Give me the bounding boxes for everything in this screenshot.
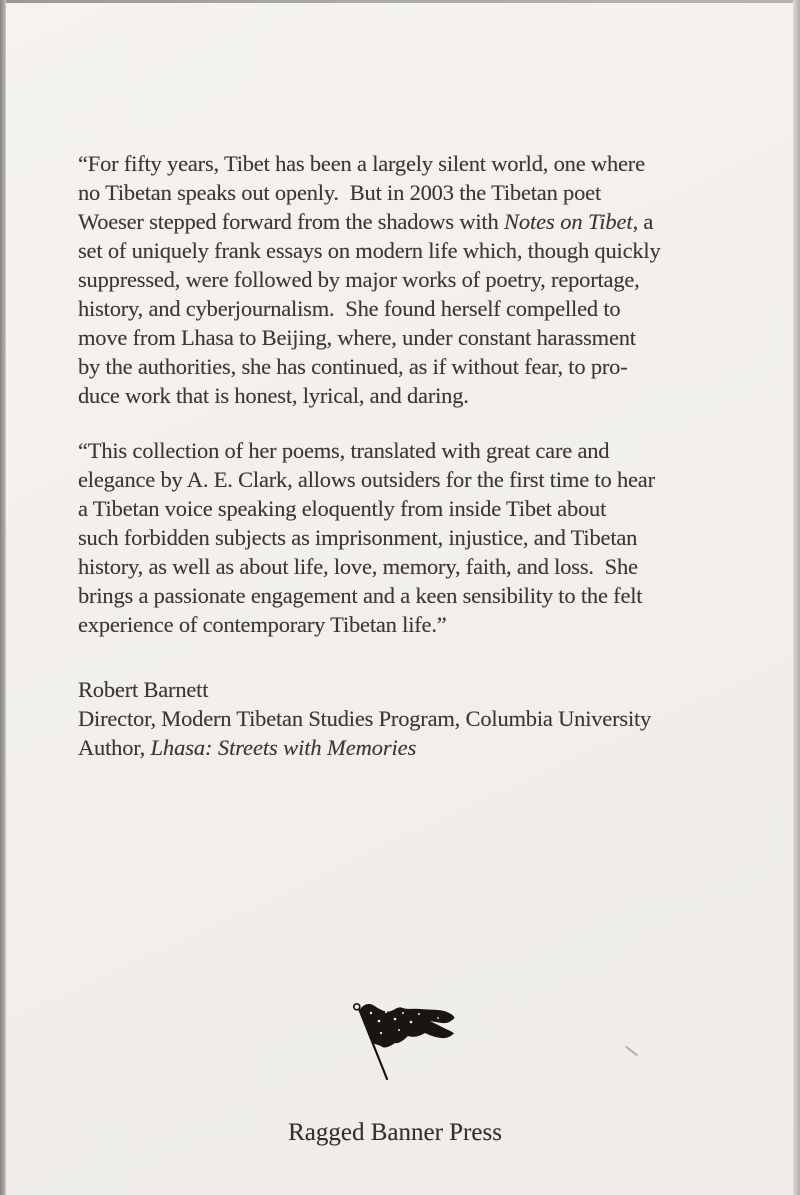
blurb-line: brings a passionate engagement and a keen sensibility to the felt (78, 583, 643, 608)
scan-edge-top (0, 0, 800, 3)
blurb-line: duce work that is honest, lyrical, and daring. (78, 383, 469, 408)
endorser-attribution (78, 675, 758, 762)
endorsement-quote-1 (78, 149, 758, 410)
blurb-line: experience of contemporary Tibetan life.” (78, 612, 447, 637)
blurb-line: suppressed, were followed by major works of poetry, reportage, (78, 267, 640, 292)
blurb-line: Woeser stepped forward from the shadows with Notes on Tibet, a (78, 209, 654, 234)
blurb-line: move from Lhasa to Beijing, where, under constant harassment (78, 325, 636, 350)
scan-edge-right (793, 0, 800, 1195)
blurb-line: “For fifty years, Tibet has been a largely silent world, one where (78, 151, 645, 176)
scan-edge-left (0, 0, 6, 1195)
scan-scratch-mark (625, 1046, 638, 1057)
ragged-banner-flag-icon (350, 1000, 460, 1086)
blurb-line: history, and cyberjournalism. She found herself compelled to (78, 296, 621, 321)
endorser-name: Robert Barnett (78, 677, 209, 702)
blurb-line: set of uniquely frank essays on modern life which, though quickly (78, 238, 661, 263)
endorsement-quote-2 (78, 436, 758, 639)
blurb-line: a Tibetan voice speaking eloquently from inside Tibet about (78, 496, 607, 521)
blurb-line: by the authorities, she has continued, as if without fear, to pro- (78, 354, 628, 379)
blurb-line: history, as well as about life, love, memory, faith, and loss. She (78, 554, 638, 579)
blurb-line: “This collection of her poems, translated with great care and (78, 438, 610, 463)
blurb-line: no Tibetan speaks out openly. But in 2003 the Tibetan poet (78, 180, 601, 205)
endorser-authorship: Author, Lhasa: Streets with Memories (78, 735, 417, 760)
blurb-line: elegance by A. E. Clark, allows outsiders for the first time to hear (78, 467, 655, 492)
publisher-logo (350, 1000, 460, 1086)
endorser-title: Director, Modern Tibetan Studies Program, Columbia University (78, 706, 652, 731)
blurb-line: such forbidden subjects as imprisonment, injustice, and Tibetan (78, 525, 638, 550)
publisher-name: Ragged Banner Press (288, 1119, 502, 1146)
